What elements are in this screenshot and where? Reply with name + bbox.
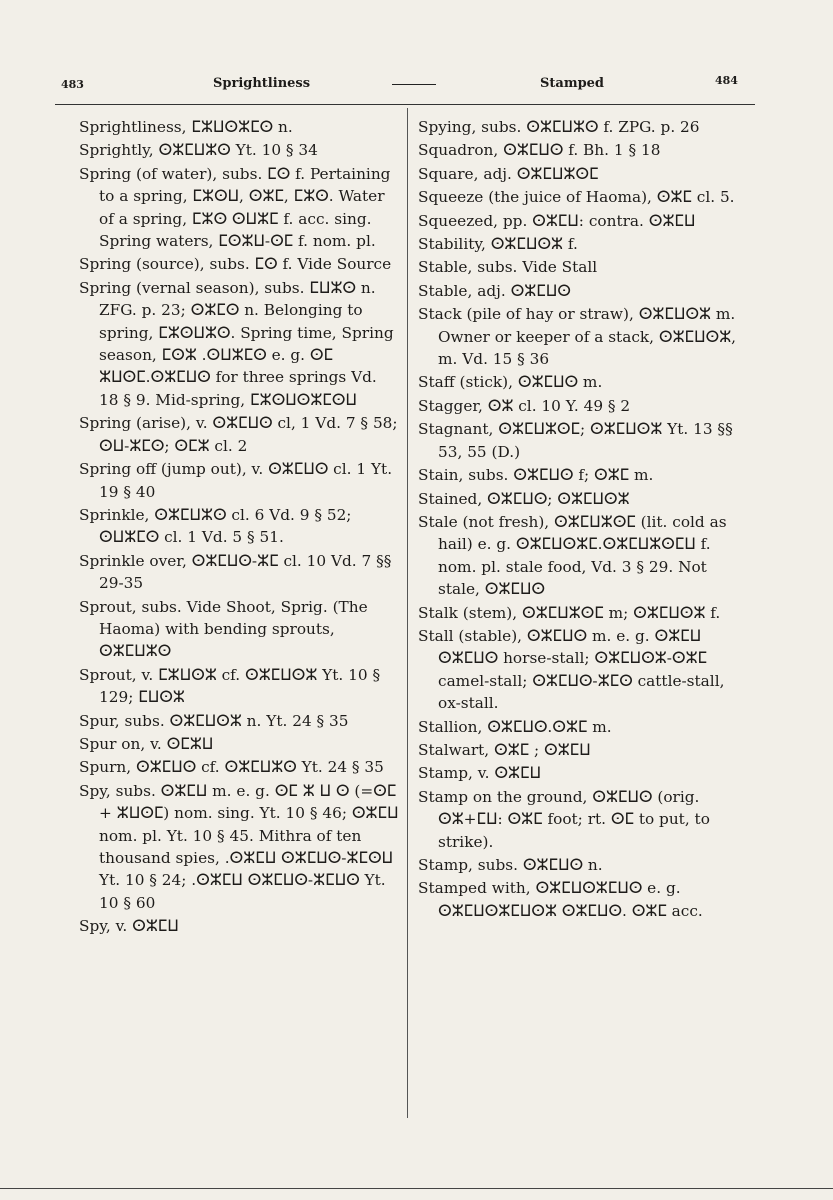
dictionary-entry: Spur on, v. ⵙⵎⵣⵡ bbox=[79, 734, 214, 753]
running-header bbox=[55, 74, 755, 98]
right-column bbox=[418, 116, 748, 923]
right-running-title: Stamped bbox=[540, 76, 605, 91]
dictionary-entry: Stamped with, ⵙⵣⵎⵡⵙⵣⵎⵡⵙ e. g. ⵙⵣⵎⵡⵙⵣⵎⵡⵙⵣ ⵙⵣⵎⵡⵙ. ⵙⵣⵎ acc. bbox=[418, 879, 703, 920]
dictionary-entry: Stalwart, ⵙⵣⵎ ; ⵙⵣⵎⵡ bbox=[418, 740, 591, 759]
dictionary-entry: Spy, v. ⵙⵣⵎⵡ bbox=[79, 917, 179, 936]
dictionary-entry: Sprightly, ⵙⵣⵎⵡⵣⵙ Yt. 10 § 34 bbox=[79, 141, 318, 160]
dictionary-entry: Square, adj. ⵙⵣⵎⵡⵣⵙⵎ bbox=[418, 164, 599, 183]
dictionary-entry: Stagnant, ⵙⵣⵎⵡⵣⵙⵎ; ⵙⵣⵎⵡⵙⵣ Yt. 13 §§ 53, 55 (D.) bbox=[418, 420, 733, 461]
dictionary-entry: Stamp, subs. ⵙⵣⵎⵡⵙ n. bbox=[418, 856, 603, 874]
right-page-number: 484 bbox=[715, 74, 738, 87]
dictionary-entry: Sprout, subs. Vide Shoot, Sprig. (The Haoma) with bending sprouts, ⵙⵣⵎⵡⵣⵙ bbox=[79, 597, 368, 661]
dictionary-entry: Spring (arise), v. ⵙⵣⵎⵡⵙ cl, 1 Vd. 7 § 58; ⵙⵡ-ⵣⵎⵙ; ⵙⵎⵣ cl. 2 bbox=[79, 414, 398, 455]
left-running-title: Sprightliness bbox=[213, 76, 311, 91]
dictionary-entry: Spring off (jump out), v. ⵙⵣⵎⵡⵙ cl. 1 Yt. 19 § 40 bbox=[79, 460, 393, 501]
dictionary-spread bbox=[55, 60, 755, 1190]
dictionary-entry: Stamp, v. ⵙⵣⵎⵡ bbox=[418, 764, 541, 783]
dictionary-entry: Squeeze (the juice of Haoma), ⵙⵣⵎ cl. 5. bbox=[418, 188, 735, 207]
header-dash bbox=[392, 84, 436, 85]
dictionary-entry: Stalk (stem), ⵙⵣⵎⵡⵣⵙⵎ m; ⵙⵣⵎⵡⵙⵣ f. bbox=[418, 603, 721, 622]
dictionary-entry: Staff (stick), ⵙⵣⵎⵡⵙ m. bbox=[418, 373, 603, 392]
dictionary-entry: Stable, adj. ⵙⵣⵎⵡⵙ bbox=[418, 281, 571, 300]
dictionary-entry: Stagger, ⵙⵣ cl. 10 Y. 49 § 2 bbox=[418, 396, 631, 415]
dictionary-entry: Stable, subs. Vide Stall bbox=[418, 258, 598, 277]
dictionary-entry: Squadron, ⵙⵣⵎⵡⵙ f. Bh. 1 § 18 bbox=[418, 141, 661, 160]
dictionary-entry: Stability, ⵙⵣⵎⵡⵙⵣ f. bbox=[418, 235, 578, 254]
dictionary-entry: Sprightliness, ⵎⵣⵡⵙⵣⵎⵙ n. bbox=[79, 118, 293, 136]
left-column bbox=[79, 116, 399, 939]
dictionary-entry: Stain, subs. ⵙⵣⵎⵡⵙ f; ⵙⵣⵎ m. bbox=[418, 466, 654, 485]
dictionary-entry: Stack (pile of hay or straw), ⵙⵣⵎⵡⵙⵣ m. Owner or keeper of a stack, ⵙⵣⵎⵡⵙⵣ, m. Vd. 15 § 36 bbox=[418, 305, 737, 369]
dictionary-entry: Sprinkle, ⵙⵣⵎⵡⵣⵙ cl. 6 Vd. 9 § 52; ⵙⵡⵣⵎⵙ cl. 1 Vd. 5 § 51. bbox=[79, 505, 352, 547]
dictionary-entry: Spurn, ⵙⵣⵎⵡⵙ cf. ⵙⵣⵎⵡⵣⵙ Yt. 24 § 35 bbox=[79, 758, 384, 777]
column-divider bbox=[407, 108, 408, 1118]
dictionary-entry: Spur, subs. ⵙⵣⵎⵡⵙⵣ n. Yt. 24 § 35 bbox=[79, 711, 349, 730]
dictionary-entry: Stale (not fresh), ⵙⵣⵎⵡⵣⵙⵎ (lit. cold as hail) e. g. ⵙⵣⵎⵡⵙⵣⵎ.ⵙⵣⵎⵡⵣⵙⵎⵡ f. nom. pl. stale food, Vd. 3 § 29. Not stale, ⵙⵣⵎⵡⵙ bbox=[418, 512, 727, 599]
bottom-rule bbox=[0, 1188, 833, 1189]
left-page-number: 483 bbox=[61, 78, 84, 91]
dictionary-entry: Spy, subs. ⵙⵣⵎⵡ m. e. g. ⵙⵎ ⵣ ⵡ ⵙ (=ⵙⵎ + ⵣⵡⵙⵎ) nom. sing. Yt. 10 § 46; ⵙⵣⵎⵡ nom. pl. Yt. 10 § 45. Mithra of ten thousand spies, .ⵙⵣⵎⵡ ⵙⵣⵎⵡⵙ-ⵣⵎⵙⵡ Yt. 10 § 24; .ⵙⵣⵎⵡ ⵙⵣⵎⵡⵙ-ⵣⵎⵡⵙ Yt. 10 § 60 bbox=[79, 781, 399, 912]
dictionary-entry: Stall (stable), ⵙⵣⵎⵡⵙ m. e. g. ⵙⵣⵎⵡ ⵙⵣⵎⵡⵙ horse-stall; ⵙⵣⵎⵡⵙⵣ-ⵙⵣⵎ camel-stall; ⵙⵣⵎⵡⵙ-ⵣⵎⵙ cattle-stall, ox-stall. bbox=[418, 626, 725, 713]
dictionary-entry: Stallion, ⵙⵣⵎⵡⵙ.ⵙⵣⵎ m. bbox=[418, 717, 612, 736]
header-rule bbox=[55, 104, 755, 105]
dictionary-entry: Spring (of water), subs. ⵎⵙ f. Pertaining to a spring, ⵎⵣⵙⵡ, ⵙⵣⵎ, ⵎⵣⵙ. Water of a spring, ⵎⵣⵙ ⵙⵡⵣⵎ f. acc. sing. Spring waters, ⵎⵙⵣⵡ-ⵙⵎ f. nom. pl. bbox=[79, 164, 391, 251]
dictionary-entry: Spring (vernal season), subs. ⵎⵡⵣⵙ n. ZFG. p. 23; ⵙⵣⵎⵙ n. Belonging to spring, ⵎⵣⵙⵡⵣⵙ. Spring time, Spring season, ⵎⵙⵣ .ⵙⵡⵣⵎⵙ e. g. ⵙⵎ ⵣⵡⵙⵎ.ⵙⵣⵎⵡⵙ for three springs Vd. 18 § 9. Mid-spring, ⵎⵣⵙⵡⵙⵣⵎⵙⵡ bbox=[79, 278, 394, 409]
dictionary-entry: Squeezed, pp. ⵙⵣⵎⵡ: contra. ⵙⵣⵎⵡ bbox=[418, 211, 696, 230]
dictionary-entry: Spring (source), subs. ⵎⵙ f. Vide Source bbox=[79, 255, 392, 274]
dictionary-entry: Stamp on the ground, ⵙⵣⵎⵡⵙ (orig. ⵙⵣ+ⵎⵡ: ⵙⵣⵎ foot; rt. ⵙⵎ to put, to strike). bbox=[418, 787, 710, 851]
dictionary-entry: Sprout, v. ⵎⵣⵡⵙⵣ cf. ⵙⵣⵎⵡⵙⵣ Yt. 10 § 129; ⵎⵡⵙⵣ bbox=[79, 665, 381, 707]
dictionary-entry: Sprinkle over, ⵙⵣⵎⵡⵙ-ⵣⵎ cl. 10 Vd. 7 §§ 29-35 bbox=[79, 551, 392, 593]
dictionary-entry: Spying, subs. ⵙⵣⵎⵡⵣⵙ f. ZPG. p. 26 bbox=[418, 118, 700, 136]
dictionary-entry: Stained, ⵙⵣⵎⵡⵙ; ⵙⵣⵎⵡⵙⵣ bbox=[418, 489, 630, 508]
